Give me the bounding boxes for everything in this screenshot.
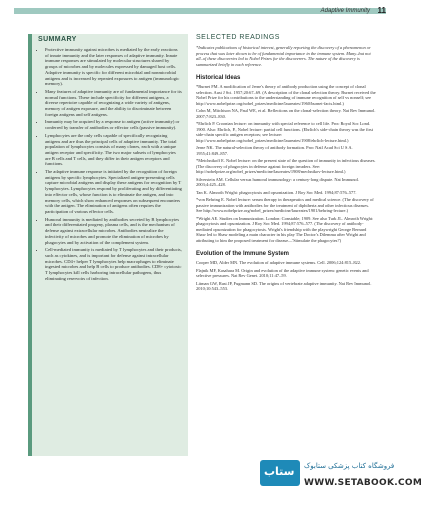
logo-text: ستاب bbox=[264, 465, 295, 478]
reference-entry: Cooper MD, Alder MN. The evolution of adaptive immune systems. Cell. 2006;124:815–822. bbox=[196, 260, 362, 265]
summary-heading: SUMMARY bbox=[38, 36, 77, 43]
publisher-logo bbox=[260, 460, 300, 486]
publisher-watermark bbox=[260, 456, 422, 512]
summary-item: • The adaptive immune response is initiated by the recognition of foreign antigens by specific lymphocytes. Specialized antigen-presenting cells capture microbial antigens and display these antigens for recognition by T lymphocytes. Lymphocytes respond by proliferating and by differentiating into effector cells, whose function is to eliminate the antigen, and into memory cells, which show enhanced responses on subsequent encounters with the antigen. The elimination of antigens often requires the participation of various effector cells. bbox=[45, 169, 182, 215]
page-header bbox=[0, 0, 400, 32]
reference-entry: Litman GW, Rast JP, Fugmann SD. The origins of vertebrate adaptive immunity. Nat Rev Immunol. 2010;10:543–553. bbox=[196, 280, 372, 291]
reference-entry: *von Behring E. Nobel lecture: serum therapy in therapeutics and medical science. (The discovery of passive immunization with antibodies for the treatment of diphtheria and other infectious diseases. See http://www.nobelprize.org/nobel_prizes/medicine/laureates/1901/behring-lecture.) bbox=[196, 197, 374, 213]
running-title: Adaptive Immunity bbox=[320, 8, 370, 14]
historical-heading: Historical Ideas bbox=[196, 75, 241, 81]
reference-entry: Tan K. Almroth Wright: phagocytosis and opsonization. J Roy Soc Med. 1994;87:576–577. bbox=[196, 189, 357, 195]
reference-entry: Cohn M, Mitchison NA, Paul WE, et al. Reflections on the clonal-selection theory. Nat Rev Immunol. 2007;7:823–830. bbox=[196, 108, 376, 119]
readings-intro: *Indicates publications of historical interest, generally reporting the discovery of a phenomenon or process that was later shown to be of fundamental importance in the immune system. Many–but not all–of these discoveries led to Nobel Prizes for the discoverers. The nature of the discovery is summarized briefly in each reference. bbox=[196, 45, 371, 67]
page-number: 11 bbox=[377, 6, 386, 15]
summary-item: • Immunity may be acquired by a response to antigen (active immunity) or conferred by transfer of antibodies or effector cells (passive immunity). bbox=[45, 119, 182, 130]
reference-entry: *Wright AE. Studies on Immunization. London: Constable; 1909. See also Turk JL. Almroth Wright: phagocytosis and opsonization. J Roy Soc Med. 1994;87:576–577. (The discovery of antibody-mediated opsonization for phagocytosis. Wright's friendship with the playwright George Bernard Shaw led to Shaw modeling a main character in his play The Doctor's Dilemma after Wright and attributing to him the proposed treatment for disease—'Stimulate the phagocytes!') bbox=[196, 215, 374, 243]
reference-entry: *Burnet FM. A modification of Jerne's theory of antibody production using the concept of clonal selection. Aust J Sci. 1957;20:67–69. (A description of the clonal selection theory. Burnet received the Nobel Prize for his contributions to the understanding of immune recognition of self vs nonself; see http://www.nobelprize.org/nobel_prizes/medicine/laureates/1960/burnet-facts.html.) bbox=[196, 84, 376, 106]
reference-entry: Jerne NK. The natural-selection theory of antibody formation. Proc Natl Acad Sci U S A. 1955;41:849–857. bbox=[196, 145, 353, 156]
reference-entry: *Metchnikoff E. Nobel lecture: on the present state of the question of immunity in infectious diseases. (The discovery of phagocytes in defense against foreign invaders. See: http://nobelprize.org/nobel_prizes/medicine/laureates/1908/mechnikov-lecture.html.) bbox=[196, 158, 376, 174]
readings-heading: SELECTED READINGS bbox=[196, 34, 280, 41]
evolution-heading: Evolution of the Immune System bbox=[196, 251, 290, 257]
watermark-url: WWW.SETABOOK.COM bbox=[304, 478, 422, 488]
readings-column bbox=[196, 34, 376, 294]
reference-entry: *Ehrlich P. Croonian lecture: on immunity with special reference to cell life. Proc Royal Soc Lond. 1900. Also: Ehrlich, P., Nobel lecture: partial cell functions. (Ehrlich's side-chain theory was the first side-chain specific antigen receptors; see lecture: http://www.nobelprize.org/nobel_prizes/medicine/laureates/1908/ehrlich-lecture.html.) bbox=[196, 121, 373, 143]
summary-list bbox=[38, 47, 182, 281]
reference-entry: Silverstein AM. Cellular versus humoral immunology: a century-long dispute. Nat Immunol. 2003;4:425–428. bbox=[196, 176, 360, 187]
summary-item: • Cell-mediated immunity is mediated by T lymphocytes and their products, such as cytokines, and is important for defense against intracellular microbes. CD4+ helper T lymphocytes help macrophages to eliminate ingested microbes and help B cells to produce antibodies. CD8+ cytotoxic T lymphocytes kill cells harboring intracellular pathogens, thus eliminating reservoirs of infection. bbox=[45, 247, 182, 281]
summary-item: • Protective immunity against microbes is mediated by the early reactions of innate immunity and the later responses of adaptive immunity. Innate immune responses are stimulated by molecular structures shared by groups of microbes and by molecules expressed by damaged host cells. Adaptive immunity is specific for different microbial and nonmicrobial antigens and is increased by repeated exposures to antigen (immunologic memory). bbox=[45, 47, 182, 87]
summary-item: • Lymphocytes are the only cells capable of specifically recognizing antigens and are thus the principal cells of adaptive immunity. The total population of lymphocytes consists of many clones, each with a unique antigen receptor and specificity. The two major subsets of lymphocytes are B cells and T cells, and they differ in their antigen receptors and functions. bbox=[45, 133, 182, 167]
watermark-title: فروشگاه کتاب پزشکی ستابوک bbox=[304, 462, 395, 470]
reference-entry: Flajnik MF, Kasahara M. Origin and evolution of the adaptive immune system: genetic events and selective pressures. Nat Rev Genet. 2010;11:47–59. bbox=[196, 267, 369, 278]
summary-box bbox=[28, 34, 188, 456]
summary-item: • Many features of adaptive immunity are of fundamental importance for its normal functions. These include specificity for different antigens, a diverse repertoire capable of recognizing a wide variety of antigens, memory of antigen exposure, and the ability to discriminate between foreign antigens and self antigens. bbox=[45, 89, 182, 118]
summary-item: • Humoral immunity is mediated by antibodies secreted by B lymphocytes and their differentiated progeny, plasma cells, and is the mechanism of defense against extracellular microbes. Antibodies neutralize the infectivity of microbes and promote the elimination of microbes by phagocytes and by activation of the complement system. bbox=[45, 217, 182, 246]
